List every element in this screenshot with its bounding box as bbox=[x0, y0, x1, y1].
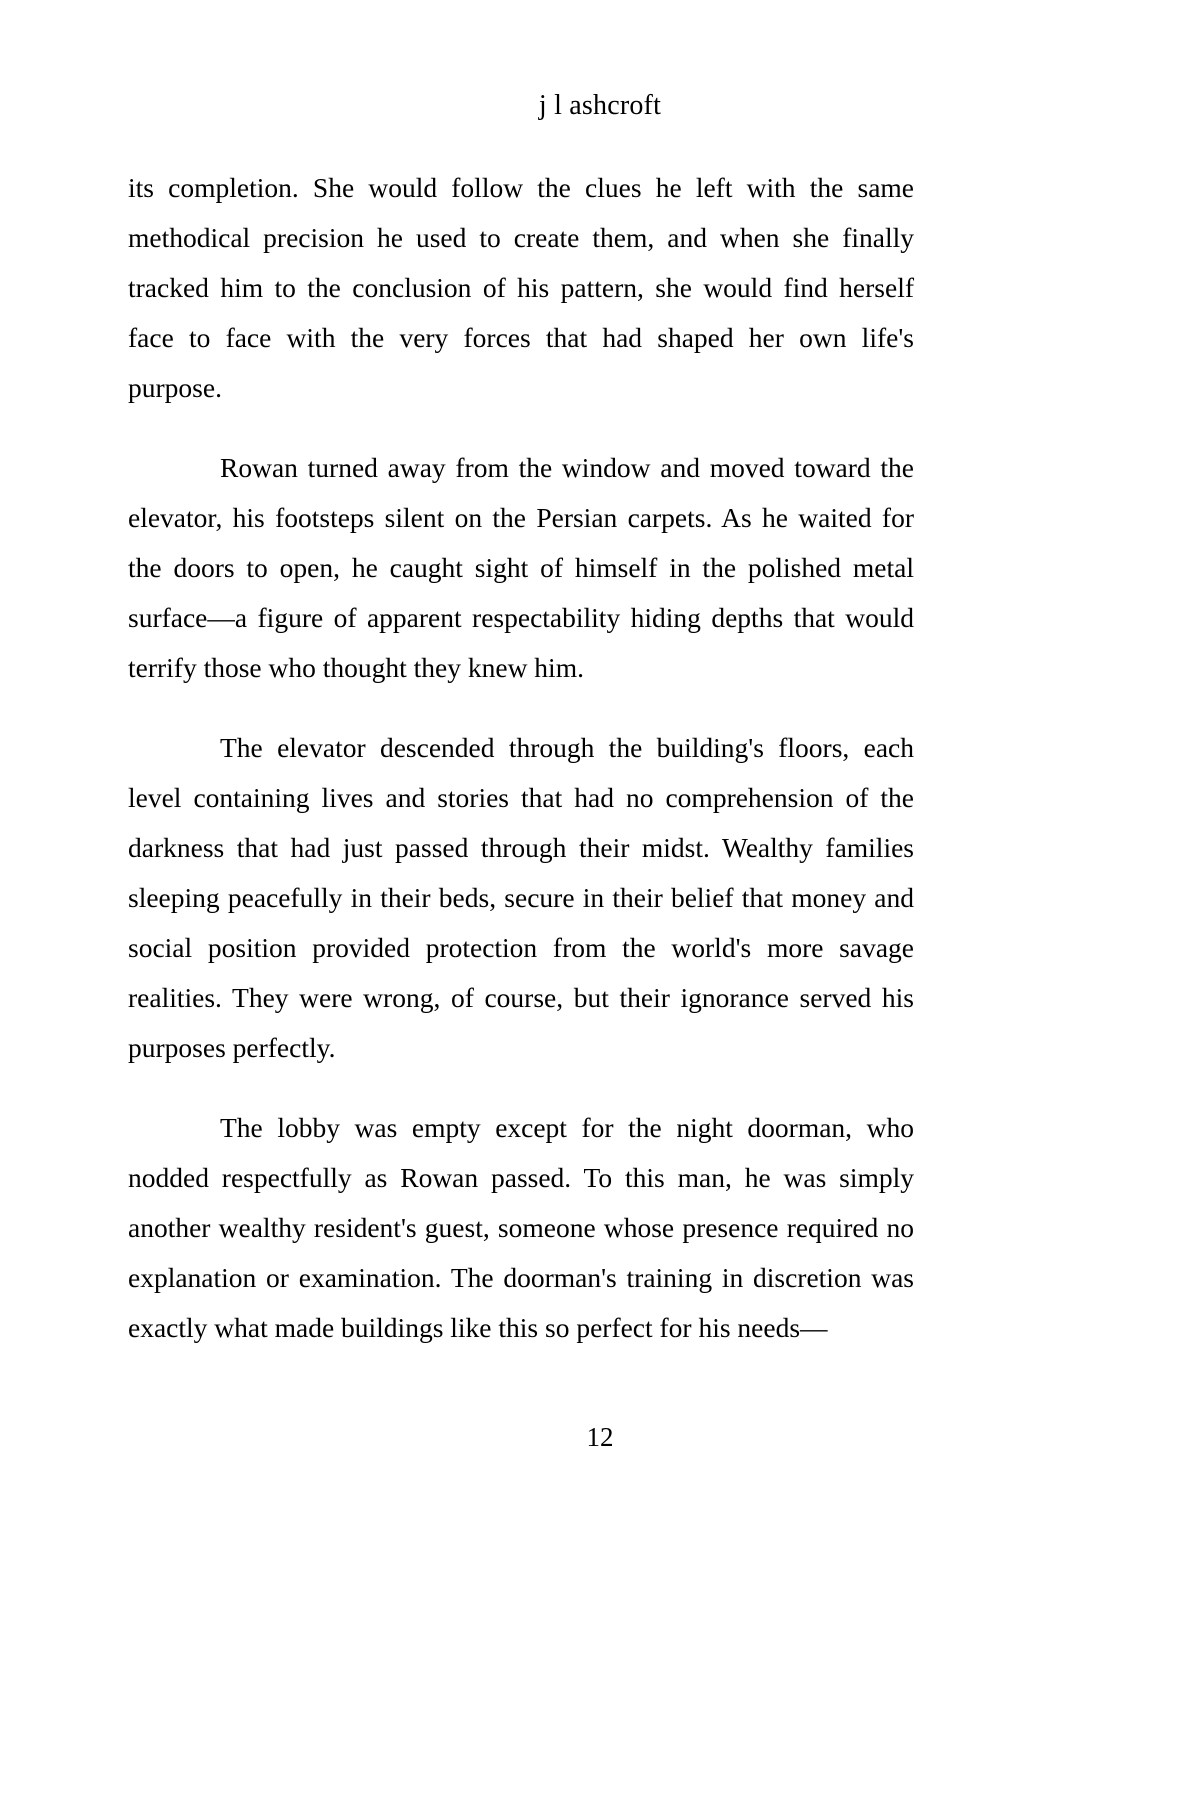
body-paragraph-3: The elevator descended through the building's floors, each level containing lives and stories that had no comprehension of the darkness that had just passed through their midst. Wealthy families sleeping peacefully in their beds, secure in their belief that money and social position provided protection from the world's more savage realities. They were wrong, of course, but their ignorance served his purposes perfectly. bbox=[128, 732, 914, 1063]
body-paragraph-1: its completion. She would follow the clues he left with the same methodical precision he used to create them, and when she finally tracked him to the conclusion of his pattern, she would find herself face to face with the very forces that had shaped her own life's purpose. bbox=[128, 172, 914, 403]
page-number: 12 bbox=[586, 1422, 614, 1452]
body-text-block bbox=[128, 163, 914, 1353]
body-paragraph-4: The lobby was empty except for the night doorman, who nodded respectfully as Rowan passed. To this man, he was simply another wealthy resident's guest, someone whose presence required no explanation or examination. The doorman's training in discretion was exactly what made buildings like this so perfect for his needs— bbox=[128, 1112, 914, 1343]
body-paragraph-2: Rowan turned away from the window and moved toward the elevator, his footsteps silent on the Persian carpets. As he waited for the doors to open, he caught sight of himself in the polished metal surface—a figure of apparent respectability hiding depths that would terrify those who thought they knew him. bbox=[128, 452, 914, 683]
running-head-author: j l ashcroft bbox=[538, 90, 662, 121]
